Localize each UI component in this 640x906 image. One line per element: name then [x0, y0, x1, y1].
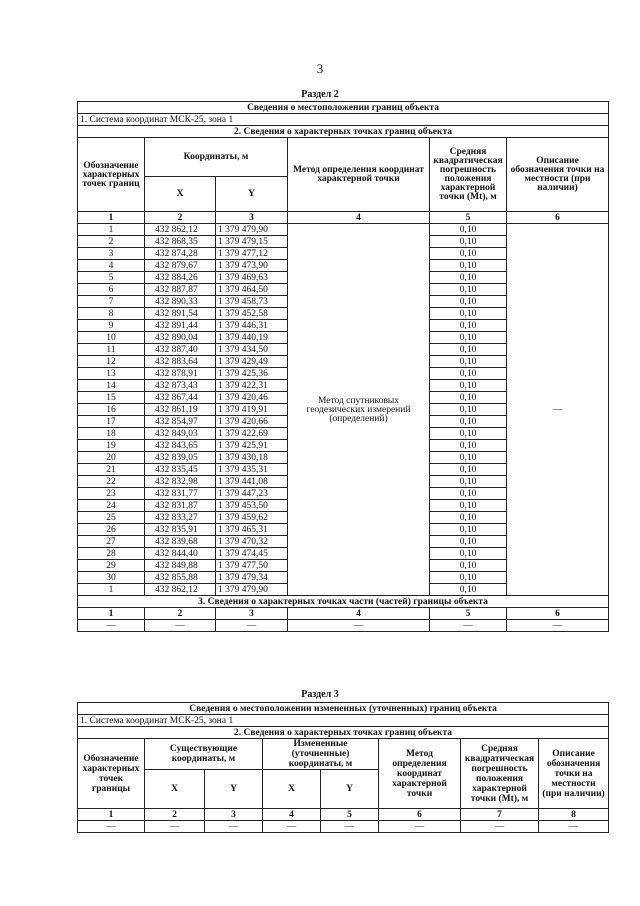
point-number: 28	[78, 548, 145, 560]
point-x: 432 832,98	[145, 476, 216, 488]
point-x: 432 843,65	[145, 440, 216, 452]
header-y: Y	[216, 177, 288, 212]
empty-dash: —	[216, 620, 288, 632]
empty-dash: —	[288, 620, 430, 632]
point-error: 0,10	[430, 344, 507, 356]
point-error: 0,10	[430, 356, 507, 368]
column-number: 2	[145, 809, 205, 821]
point-x: 432 874,28	[145, 248, 216, 260]
point-x: 432 884,26	[145, 272, 216, 284]
column-number: 1	[78, 608, 145, 620]
point-y: 1 379 479,34	[216, 572, 288, 584]
point-error: 0,10	[430, 572, 507, 584]
point-error: 0,10	[430, 224, 507, 236]
subsection-3-heading: 3. Сведения о характерных точках части (частей) границы объекта	[78, 596, 609, 608]
column-number: 7	[461, 809, 539, 821]
point-number: 25	[78, 512, 145, 524]
point-y: 1 379 477,12	[216, 248, 288, 260]
empty-dash: —	[379, 821, 461, 833]
header-designation: Обозначение характерных точек границы	[78, 739, 145, 809]
point-number: 4	[78, 260, 145, 272]
point-y: 1 379 429,49	[216, 356, 288, 368]
point-number: 30	[78, 572, 145, 584]
header-method: Метод определения координат характерной точки	[379, 739, 461, 809]
column-number: 8	[539, 809, 609, 821]
column-number: 5	[430, 608, 507, 620]
point-number: 10	[78, 332, 145, 344]
point-error: 0,10	[430, 296, 507, 308]
point-y: 1 379 477,50	[216, 560, 288, 572]
point-number: 7	[78, 296, 145, 308]
point-error: 0,10	[430, 584, 507, 596]
point-y: 1 379 452,58	[216, 308, 288, 320]
point-x: 432 844,40	[145, 548, 216, 560]
point-y: 1 379 434,50	[216, 344, 288, 356]
empty-dash: —	[430, 620, 507, 632]
point-number: 26	[78, 524, 145, 536]
header-description: Описание обозначения точки на местности (при наличии)	[539, 739, 609, 809]
point-error: 0,10	[430, 272, 507, 284]
section-2-heading: Сведения о местоположении границ объекта	[78, 102, 609, 114]
point-y: 1 379 419,91	[216, 404, 288, 416]
point-y: 1 379 469,63	[216, 272, 288, 284]
point-number: 19	[78, 440, 145, 452]
column-number: 3	[216, 212, 288, 224]
point-number: 23	[78, 488, 145, 500]
point-y: 1 379 420,66	[216, 416, 288, 428]
point-error: 0,10	[430, 524, 507, 536]
point-x: 432 862,12	[145, 584, 216, 596]
point-x: 432 862,12	[145, 224, 216, 236]
subsection-2-heading: 2. Сведения о характерных точках границ объекта	[78, 727, 609, 739]
point-x: 432 891,54	[145, 308, 216, 320]
description-cell: —	[507, 224, 609, 596]
empty-dash: —	[461, 821, 539, 833]
point-x: 432 835,45	[145, 464, 216, 476]
column-number: 2	[145, 212, 216, 224]
header-description: Описание обозначения точки на местности (при наличии)	[507, 138, 609, 212]
point-y: 1 379 458,73	[216, 296, 288, 308]
point-x: 432 854,97	[145, 416, 216, 428]
coordinate-system: 1. Система координат МСК-25, зона 1	[78, 715, 609, 727]
point-error: 0,10	[430, 452, 507, 464]
point-error: 0,10	[430, 284, 507, 296]
section-2-table	[77, 101, 609, 632]
header-x: X	[145, 770, 205, 809]
coordinate-system: 1. Система координат МСК-25, зона 1	[78, 114, 609, 126]
header-method: Метод определения координат характерной точки	[288, 138, 430, 212]
point-error: 0,10	[430, 308, 507, 320]
point-x: 432 861,19	[145, 404, 216, 416]
point-x: 432 855,88	[145, 572, 216, 584]
point-number: 20	[78, 452, 145, 464]
point-number: 16	[78, 404, 145, 416]
point-number: 5	[78, 272, 145, 284]
point-y: 1 379 446,31	[216, 320, 288, 332]
empty-dash: —	[145, 821, 205, 833]
column-number: 5	[430, 212, 507, 224]
point-number: 1	[78, 584, 145, 596]
point-y: 1 379 430,18	[216, 452, 288, 464]
point-y: 1 379 440,19	[216, 332, 288, 344]
point-x: 432 831,87	[145, 500, 216, 512]
method-cell: Метод спутниковых геодезических измерений (определений)	[288, 224, 430, 596]
point-error: 0,10	[430, 464, 507, 476]
point-number: 22	[78, 476, 145, 488]
point-number: 1	[78, 224, 145, 236]
column-number: 6	[507, 608, 609, 620]
point-x: 432 873,43	[145, 380, 216, 392]
point-x: 432 878,91	[145, 368, 216, 380]
point-error: 0,10	[430, 548, 507, 560]
empty-dash: —	[78, 821, 145, 833]
point-y: 1 379 447,23	[216, 488, 288, 500]
section-3-title: Раздел 3	[301, 689, 339, 700]
header-changed-coordinates: Измененные (уточненные) координаты, м	[263, 739, 379, 770]
column-number: 6	[507, 212, 609, 224]
header-y: Y	[321, 770, 379, 809]
point-x: 432 849,88	[145, 560, 216, 572]
column-number: 6	[379, 809, 461, 821]
point-y: 1 379 425,36	[216, 368, 288, 380]
header-x: X	[263, 770, 321, 809]
point-error: 0,10	[430, 536, 507, 548]
header-error: Средняя квадратическая погрешность положения характерной точки (Mt), м	[430, 138, 507, 212]
point-error: 0,10	[430, 416, 507, 428]
point-error: 0,10	[430, 560, 507, 572]
point-y: 1 379 459,62	[216, 512, 288, 524]
point-error: 0,10	[430, 512, 507, 524]
header-designation: Обозначение характерных точек границ	[78, 138, 145, 212]
point-y: 1 379 465,31	[216, 524, 288, 536]
column-number: 4	[288, 212, 430, 224]
point-number: 8	[78, 308, 145, 320]
table-row	[78, 224, 609, 236]
point-y: 1 379 470,32	[216, 536, 288, 548]
column-number: 4	[263, 809, 321, 821]
point-x: 432 879,67	[145, 260, 216, 272]
point-number: 24	[78, 500, 145, 512]
point-x: 432 883,64	[145, 356, 216, 368]
column-number: 3	[216, 608, 288, 620]
point-number: 18	[78, 428, 145, 440]
point-number: 17	[78, 416, 145, 428]
header-x: X	[145, 177, 216, 212]
point-error: 0,10	[430, 404, 507, 416]
point-y: 1 379 435,31	[216, 464, 288, 476]
point-number: 12	[78, 356, 145, 368]
empty-dash: —	[78, 620, 145, 632]
point-error: 0,10	[430, 332, 507, 344]
column-number: 3	[205, 809, 263, 821]
point-error: 0,10	[430, 488, 507, 500]
column-number: 4	[288, 608, 430, 620]
point-y: 1 379 425,91	[216, 440, 288, 452]
point-y: 1 379 464,50	[216, 284, 288, 296]
point-error: 0,10	[430, 476, 507, 488]
point-y: 1 379 479,90	[216, 584, 288, 596]
point-number: 11	[78, 344, 145, 356]
point-x: 432 835,91	[145, 524, 216, 536]
header-error: Средняя квадратическая погрешность положения характерной точки (Mt), м	[461, 739, 539, 809]
empty-dash: —	[539, 821, 609, 833]
section-3-heading: Сведения о местоположении измененных (уточненных) границ объекта	[78, 703, 609, 715]
point-x: 432 868,35	[145, 236, 216, 248]
point-y: 1 379 479,90	[216, 224, 288, 236]
column-number: 1	[78, 809, 145, 821]
point-error: 0,10	[430, 236, 507, 248]
point-number: 21	[78, 464, 145, 476]
point-number: 6	[78, 284, 145, 296]
column-number: 1	[78, 212, 145, 224]
point-x: 432 887,87	[145, 284, 216, 296]
point-y: 1 379 453,50	[216, 500, 288, 512]
point-error: 0,10	[430, 368, 507, 380]
point-y: 1 379 422,69	[216, 428, 288, 440]
page-number: 3	[316, 61, 324, 76]
point-y: 1 379 474,45	[216, 548, 288, 560]
header-y: Y	[205, 770, 263, 809]
header-coordinates: Координаты, м	[145, 138, 288, 177]
point-number: 29	[78, 560, 145, 572]
point-x: 432 833,27	[145, 512, 216, 524]
point-error: 0,10	[430, 260, 507, 272]
point-x: 432 849,03	[145, 428, 216, 440]
point-number: 15	[78, 392, 145, 404]
section-2-title: Раздел 2	[301, 89, 339, 100]
point-number: 3	[78, 248, 145, 260]
point-x: 432 890,04	[145, 332, 216, 344]
point-x: 432 831,77	[145, 488, 216, 500]
point-number: 9	[78, 320, 145, 332]
point-error: 0,10	[430, 392, 507, 404]
point-x: 432 887,40	[145, 344, 216, 356]
point-y: 1 379 420,46	[216, 392, 288, 404]
point-x: 432 890,33	[145, 296, 216, 308]
header-existing-coordinates: Существующие координаты, м	[145, 739, 263, 770]
point-y: 1 379 479,15	[216, 236, 288, 248]
section-3-table	[77, 702, 609, 833]
point-y: 1 379 441,08	[216, 476, 288, 488]
point-x: 432 839,68	[145, 536, 216, 548]
column-number: 5	[321, 809, 379, 821]
point-x: 432 839,05	[145, 452, 216, 464]
point-number: 13	[78, 368, 145, 380]
point-error: 0,10	[430, 428, 507, 440]
empty-dash: —	[321, 821, 379, 833]
column-number: 2	[145, 608, 216, 620]
point-number: 14	[78, 380, 145, 392]
empty-dash: —	[145, 620, 216, 632]
subsection-2-heading: 2. Сведения о характерных точках границ объекта	[78, 126, 609, 138]
point-error: 0,10	[430, 380, 507, 392]
point-y: 1 379 473,90	[216, 260, 288, 272]
point-x: 432 867,44	[145, 392, 216, 404]
point-error: 0,10	[430, 500, 507, 512]
point-number: 2	[78, 236, 145, 248]
point-error: 0,10	[430, 320, 507, 332]
empty-dash: —	[205, 821, 263, 833]
point-number: 27	[78, 536, 145, 548]
point-y: 1 379 422,31	[216, 380, 288, 392]
empty-dash: —	[507, 620, 609, 632]
point-error: 0,10	[430, 248, 507, 260]
point-x: 432 891,44	[145, 320, 216, 332]
empty-dash: —	[263, 821, 321, 833]
point-error: 0,10	[430, 440, 507, 452]
